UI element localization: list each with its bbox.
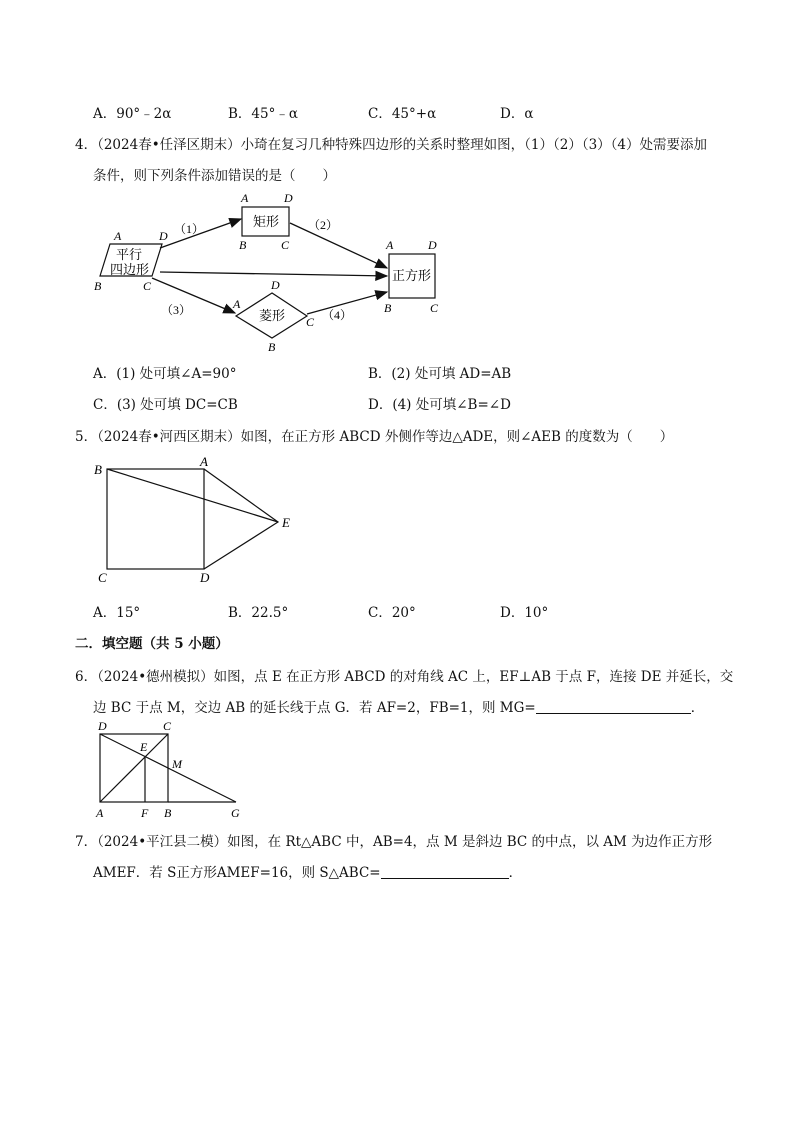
rect-B: B <box>239 238 247 252</box>
q6-stem-line2-text: 边 BC 于点 M，交边 AB 的延长线于点 G．若 AF=2，FB=1，则 MG= <box>93 700 536 716</box>
q4-option-c: C．(3) 处可填 DC=CB <box>93 397 238 413</box>
parallelogram-label-2: 四边形 <box>110 262 150 277</box>
q6-label-B: B <box>164 806 172 820</box>
para-A: A <box>114 229 122 243</box>
rh-D: D <box>271 278 280 292</box>
q5-option-d: D．10° <box>500 605 549 621</box>
arrow-label-1: （1） <box>174 222 205 236</box>
label-A: A <box>200 454 208 469</box>
segment-be <box>107 469 278 522</box>
q4-option-b: B．(2) 处可填 AD=AB <box>368 366 512 382</box>
q7-end: ． <box>508 865 523 881</box>
rhombus-label: 菱形 <box>259 308 286 323</box>
q4-stem-line2: 条件，则下列条件添加错误的是（ ） <box>93 168 336 184</box>
arrow-label-3: （3） <box>161 303 192 317</box>
q7-stem-line2-text: AMEF．若 S正方形AMEF=16，则 S△ABC= <box>93 865 381 881</box>
q5-diagram <box>90 452 310 592</box>
q6-label-M: M <box>172 757 182 771</box>
q6-label-D: D <box>98 719 107 733</box>
rect-A: A <box>241 191 249 205</box>
q3-option-d: D．α <box>500 106 534 122</box>
q6-label-E: E <box>140 740 148 754</box>
label-E: E <box>282 515 290 530</box>
rh-A: A <box>233 297 241 311</box>
q3-option-c: C．45°+α <box>368 106 437 122</box>
q4-stem-line1: 4．（2024春•任泽区期末）小琦在复习几种特殊四边形的关系时整理如图，（1）（2）（3）（4）处需要添加 <box>75 137 708 153</box>
q5-option-c: C．20° <box>368 605 416 621</box>
sq-D: D <box>428 238 437 252</box>
diagonal-ac <box>100 734 168 802</box>
q6-stem-line1: 6．（2024•德州模拟）如图，点 E 在正方形 ABCD 的对角线 AC 上，EF⊥AB 于点 F，连接 DE 并延长，交 <box>75 669 734 685</box>
para-C: C <box>143 279 152 293</box>
section-title: 二．填空题（共 5 小题） <box>75 636 229 652</box>
q6-label-A: A <box>96 806 104 820</box>
rect-D: D <box>284 191 293 205</box>
q6-label-G: G <box>231 806 240 820</box>
square-label: 正方形 <box>392 268 432 283</box>
q6-stem-line2 <box>93 696 704 716</box>
q3-option-a: A．90°﹣2α <box>93 106 172 122</box>
q6-end: ． <box>690 700 705 716</box>
arrow-main <box>160 272 387 276</box>
label-C: C <box>98 570 107 585</box>
rect-C: C <box>281 238 290 252</box>
q6-label-C: C <box>163 719 172 733</box>
q6-diagram <box>90 718 250 823</box>
label-B: B <box>94 462 102 477</box>
q4-option-a: A．(1) 处可填∠A=90° <box>93 366 237 382</box>
q7-stem-line1: 7．（2024•平江县二模）如图，在 Rt△ABC 中，AB=4，点 M 是斜边 BC 的中点，以 AM 为边作正方形 <box>75 834 713 850</box>
q7-stem-line2 <box>93 861 522 881</box>
q3-option-b: B．45°﹣α <box>228 106 298 122</box>
label-D: D <box>200 570 210 585</box>
para-D: D <box>159 229 168 243</box>
arrow-2 <box>290 223 387 268</box>
q5-stem: 5．（2024春•河西区期末）如图，在正方形 ABCD 外侧作等边△ADE，则∠AEB 的度数为（ ） <box>75 429 674 445</box>
rh-B: B <box>268 340 276 353</box>
sq-B: B <box>384 301 392 315</box>
q7-answer-blank[interactable] <box>381 864 509 879</box>
q6-answer-blank[interactable] <box>536 699 691 714</box>
rectangle-label: 矩形 <box>253 214 280 229</box>
q4-option-d: D．(4) 处可填∠B=∠D <box>368 397 511 413</box>
q5-option-b: B．22.5° <box>228 605 289 621</box>
sq-C: C <box>430 301 439 315</box>
arrow-label-4: （4） <box>322 308 353 322</box>
para-B: B <box>94 279 102 293</box>
q5-option-a: A．15° <box>93 605 141 621</box>
q6-label-F: F <box>141 806 149 820</box>
arrow-label-2: （2） <box>308 218 339 232</box>
parallelogram-label-1: 平行 <box>116 247 143 262</box>
q4-diagram <box>90 188 450 353</box>
rh-C: C <box>306 315 315 329</box>
sq-A: A <box>386 238 394 252</box>
